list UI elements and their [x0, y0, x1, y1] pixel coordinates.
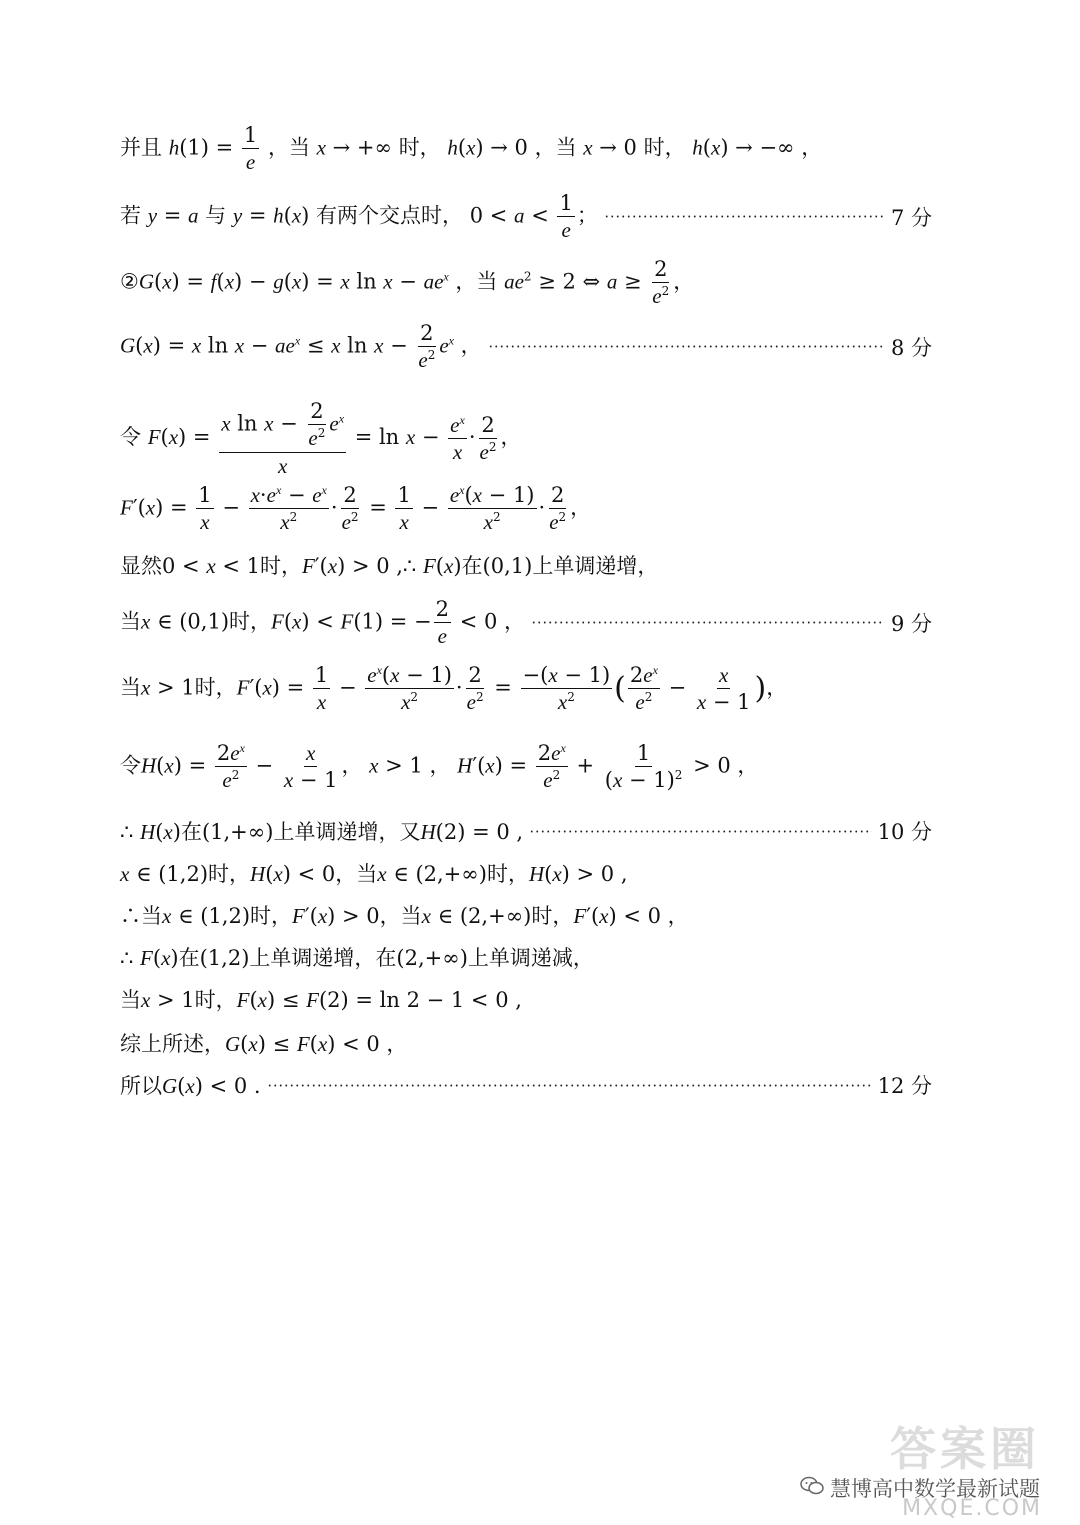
solution-line-2	[120, 190, 932, 244]
fraction: x ln x − $\frac{2}{e^2}$ $e^x$ x	[221, 399, 345, 478]
solution-line-10	[120, 740, 932, 794]
fraction: $\frac{2}{e^2}$	[418, 321, 436, 373]
watermark-site: MXQE.COM	[902, 1496, 1042, 1521]
solution-line-6	[120, 482, 932, 536]
line-content: 令H(x) = $\frac{2e^x}{e^2}$ − $\frac{x}{x - 1}$ ， x > 1 ， H′(x) = $\frac{2e^x}{e^2}$ + $\frac{1}{(x - 1)^2}$ > 0 ，	[120, 741, 759, 793]
solution-line-11	[120, 816, 932, 846]
text-run: ，当	[534, 135, 577, 160]
text-run: ，当	[267, 135, 310, 160]
line-content: 当x ∈ (0,1)时，F(x) < F(1) = − $\frac{2}{e}$ < 0 ，	[120, 597, 525, 649]
line-content: ②G(x) = f(x) − g(x) = x $\ln x - ae^x$ ，当 $ae^2 \ge 2$ ⇔ a ≥ $\frac{2}{e^2}$ ，	[120, 257, 695, 309]
line-content: 综上所述，G(x) ≤ F(x) < 0 ，	[120, 1032, 408, 1056]
leader-dots	[604, 215, 885, 218]
solution-line-13	[120, 900, 932, 930]
line-content: ∴ H(x)在(1,+∞)上单调递增，又H(2) = 0 ,	[120, 820, 524, 844]
line-content: ∴当x ∈ (1,2)时，F′(x) > 0，当x ∈ (2,+∞)时，F′(x) < 0 ，	[120, 904, 689, 928]
fraction: $\frac{2}{e^2}$	[652, 257, 670, 309]
leader-dots	[531, 621, 885, 624]
line-content: ∴ F(x)在(1,2)上单调递增，在(2,+∞)上单调递减，	[120, 946, 594, 970]
line-content: x ∈ (1,2)时，H(x) < 0，当x ∈ (2,+∞)时，H(x) > 0 ,	[120, 862, 628, 886]
account-name: 慧博高中数学最新试题	[830, 1477, 1040, 1501]
solution-line-3	[120, 256, 932, 310]
text-run: 时，	[398, 135, 441, 160]
line-content: 并且 h(1) = $\frac{1}{e}$ ，当 x → +∞ 时， h(x) → 0 ，当 x → 0 时， h(x) → −∞ ，	[120, 123, 823, 175]
score-label: 10 分	[877, 820, 932, 844]
solution-line-16	[120, 1028, 932, 1058]
solution-line-12	[120, 858, 932, 888]
leader-dots	[529, 830, 872, 833]
solution-line-15	[120, 984, 932, 1014]
text-run: 并且	[120, 135, 162, 160]
solution-line-9	[120, 662, 932, 716]
leader-dots	[488, 345, 885, 348]
line-content: 若 y = a 与 y = h(x) 有两个交点时， 0 < a < $\frac{1}{e}$ ；	[120, 191, 598, 243]
watermark-stamp: 答案圈	[890, 1422, 1040, 1476]
line-content: 所以G(x) < 0 .	[120, 1074, 261, 1098]
wechat-icon	[800, 1476, 824, 1501]
line-content: 当x > 1时，F′(x) = $\frac{1}{x}$ − $\frac{e^x(x - 1)}{x^2}$ · $\frac{2}{e^2}$ = $\frac{-(x - 1)}{x^2}$ ( $\frac{2e^x}{e^2}$ − $\frac{x}{x - 1}$ )，	[120, 663, 788, 715]
line-content: 令 F(x) = x ln x − $\frac{2}{e^2}$ $e^x$ x = ln x − $\frac{e^x}{x}$ · $\frac{2}{e^2}$ ，	[120, 399, 522, 478]
leader-dots	[267, 1084, 872, 1087]
fraction: $\frac{1}{e}$	[243, 123, 258, 175]
solution-line-5	[120, 398, 932, 479]
solution-line-14	[120, 942, 932, 972]
score-label: 12 分	[877, 1074, 932, 1098]
line-content: F′(x) = $\frac{1}{x}$ − $\frac{x\cdot e^x - e^x}{x^2}$ · $\frac{2}{e^2}$ = $\frac{1}{x}$ − $\frac{e^x(x - 1)}{x^2}$ · $\frac{2}{e^2}$ ，	[120, 483, 592, 535]
score-label: 8 分	[890, 335, 932, 360]
score-label: 9 分	[890, 611, 932, 636]
line-content: 当x > 1时，F(x) ≤ F(2) = ln 2 − 1 < 0 ,	[120, 988, 522, 1012]
solution-line-17	[120, 1070, 932, 1100]
fraction: $\frac{1}{e}$	[559, 191, 573, 243]
solution-line-7	[120, 550, 932, 580]
score-label: 7 分	[890, 205, 932, 230]
solution-line-8	[120, 596, 932, 650]
solution-line-4	[120, 320, 932, 374]
line-content: G(x) = x $\ln x - ae^x \le x$ ln x − $\frac{2}{e^2}$ $e^x$ ，	[120, 321, 482, 373]
text-run: 时，	[643, 135, 686, 160]
line-content: 显然0 < x < 1时，F′(x) > 0 ,∴ F(x)在(0,1)上单调递增，	[120, 554, 659, 578]
solution-line-1	[120, 122, 932, 176]
